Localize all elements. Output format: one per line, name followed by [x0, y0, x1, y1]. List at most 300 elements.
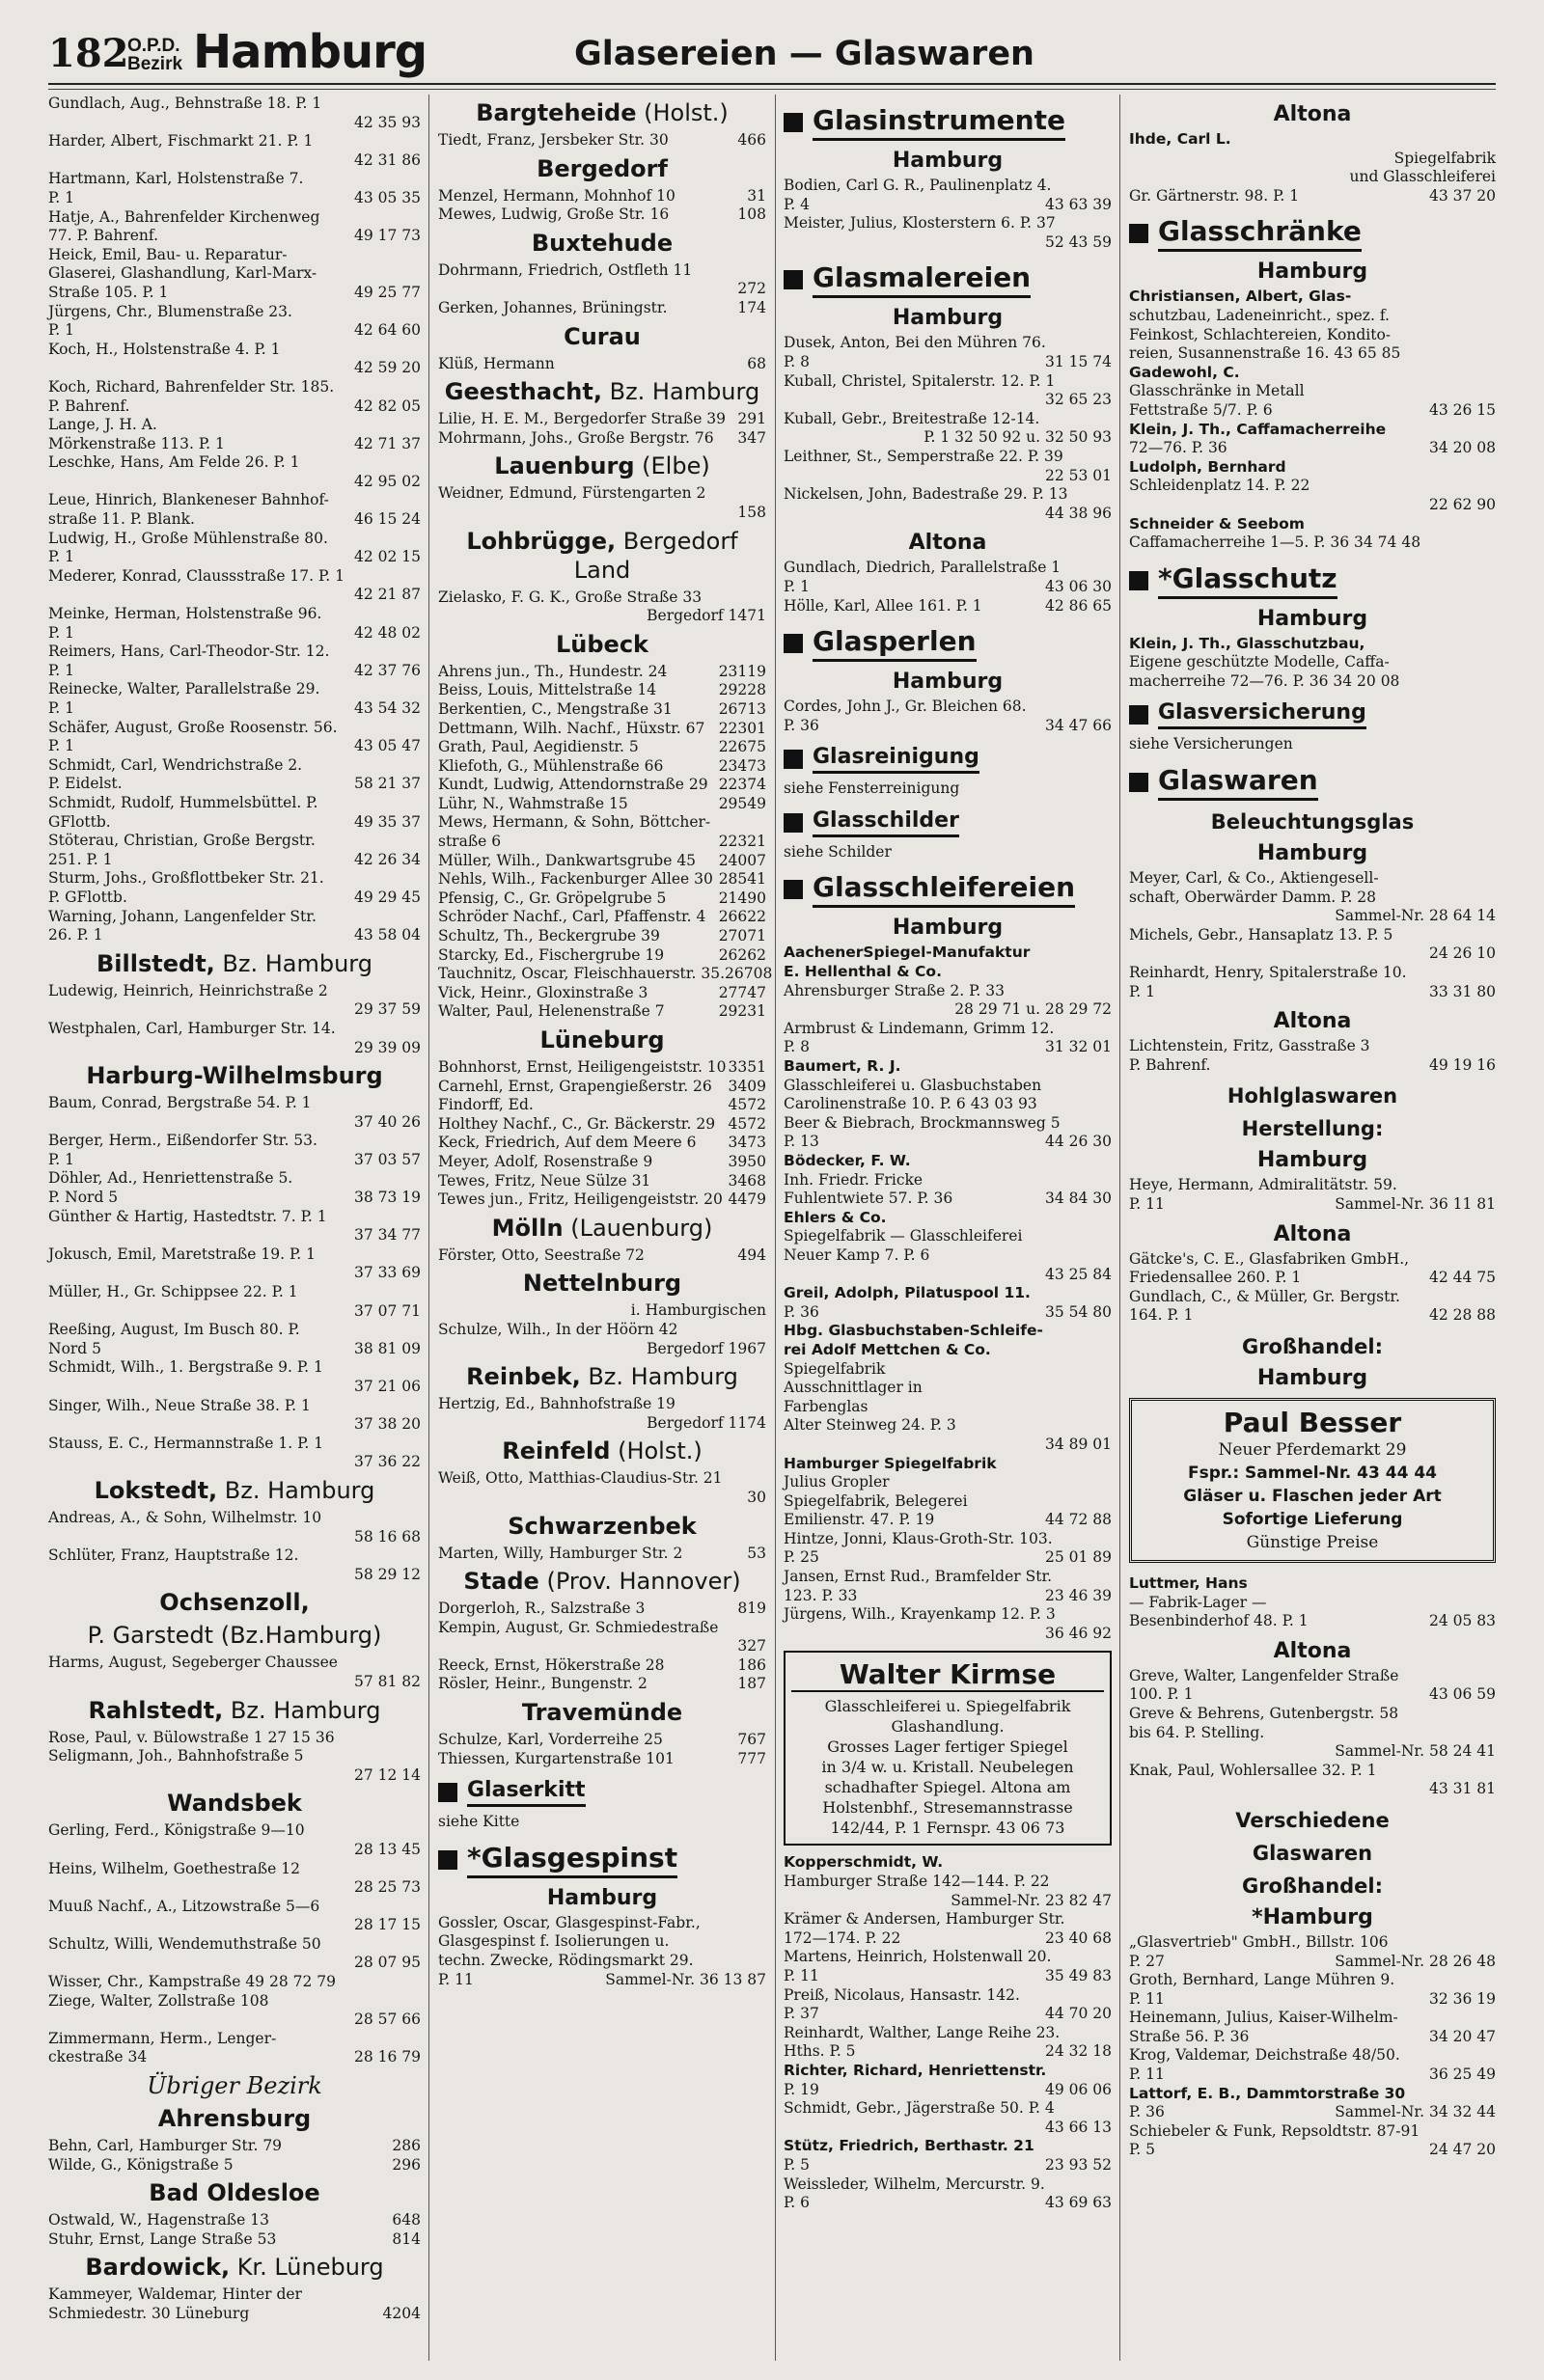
listing-phone: 42 82 05 — [353, 397, 421, 415]
listing-address: Mewes, Ludwig, Große Str. 16 — [438, 205, 670, 224]
place-name: Wandsbek — [167, 1790, 302, 1818]
listing-line — [784, 2081, 1112, 2100]
listing-line — [48, 510, 421, 530]
listing-address: P. 1 — [48, 661, 75, 679]
listing-address: P. 1 — [48, 737, 75, 755]
listing-line — [438, 1971, 766, 1990]
listing-phone: 43 06 30 — [1044, 577, 1112, 595]
listing-line — [784, 353, 1112, 372]
listing-phone: 23 40 68 — [1044, 1929, 1112, 1947]
city-subheading: Hamburg — [546, 1885, 658, 1910]
listing-line: Spiegelfabrik — [784, 1359, 886, 1378]
place-name: Bargteheide — [476, 99, 637, 126]
listing-line: Ludwig, H., Große Mühlenstraße 80. — [48, 529, 328, 547]
listing-phone: 108 — [737, 205, 766, 224]
city-subheading: Hamburg — [1256, 606, 1368, 631]
section-title: *Glasgespinst — [467, 1842, 677, 1878]
listing-name: Ihde, Carl L. — [1129, 130, 1231, 148]
listing-address: Friedensallee 260. P. 1 — [1129, 1269, 1302, 1287]
listing-line: Mederer, Konrad, Claussstraße 17. P. 1 — [48, 566, 345, 585]
listing-line: Lange, J. H. A. — [48, 416, 157, 434]
listing-line: 37 40 26 — [353, 1112, 421, 1131]
listing-address: Menzel, Hermann, Mohnhof 10 — [438, 186, 676, 205]
listing-line — [48, 2211, 421, 2230]
listing-name: Hamburger Spiegelfabrik — [784, 1454, 997, 1472]
advertisement-line: Gläser u. Flaschen jeder Art — [1183, 1486, 1442, 1506]
listing-line: 27 12 14 — [353, 1765, 421, 1784]
place-qualifier: (Elbe) — [634, 452, 710, 480]
listing-line — [438, 908, 766, 927]
listing-line: siehe Fensterreinigung — [784, 780, 960, 798]
listing-phone: 3409 — [728, 1077, 766, 1095]
advertisement-line: in 3/4 w. u. Kristall. Neubelegen — [821, 1758, 1074, 1777]
listing-phone: 648 — [392, 2211, 421, 2230]
column-divider — [1119, 95, 1120, 2361]
listing-line — [48, 435, 421, 454]
listing-line: Lichtenstein, Fritz, Gasstraße 3 — [1129, 1037, 1370, 1055]
listing-address: P. 25 — [784, 1548, 819, 1567]
listing-phone: 42 02 15 — [353, 548, 421, 566]
listing-line — [438, 738, 766, 757]
listing-phone: 43 54 32 — [353, 699, 421, 717]
listing-line: reien, Susannenstraße 16. 43 65 85 — [1129, 344, 1401, 363]
listing-address: Gr. Gärtnerstr. 98. P. 1 — [1129, 186, 1300, 205]
listing-line: Michels, Gebr., Hansaplatz 13. P. 5 — [1129, 925, 1393, 944]
section-marker — [438, 1850, 457, 1870]
listing-line: Inh. Friedr. Fricke — [784, 1170, 924, 1189]
listing-line — [784, 2156, 1112, 2175]
listing-phone: 43 63 39 — [1044, 195, 1112, 213]
listing-line: Leue, Hinrich, Blankeneser Bahnhof- — [48, 491, 329, 509]
listing-address: Ostwald, W., Hagenstraße 13 — [48, 2211, 269, 2230]
listing-line — [784, 196, 1112, 215]
city-subheading: Hamburg — [892, 670, 1004, 695]
listing-line — [784, 2042, 1112, 2062]
listing-address: Fettstraße 5/7. P. 6 — [1129, 400, 1273, 419]
listing-address: P. 19 — [784, 2080, 819, 2098]
listing-line: Koch, Richard, Bahrenfelder Str. 185. — [48, 377, 335, 396]
listing-name: Ehlers & Co. — [784, 1208, 887, 1226]
listing-line: siehe Versicherungen — [1129, 735, 1293, 753]
place-heading — [48, 949, 421, 978]
place-name: Lohbrügge, — [466, 527, 617, 555]
listing-phone: Sammel-Nr. 28 26 48 — [1335, 1952, 1496, 1970]
listing-phone: 29228 — [718, 681, 766, 699]
listing-line — [438, 1096, 766, 1115]
place-heading — [438, 377, 766, 406]
place-qualifier: Bz. Hamburg — [217, 1476, 375, 1504]
listing-line: Reeßing, August, Im Busch 80. P. — [48, 1321, 300, 1339]
listing-address: Holthey Nachf., C., Gr. Bäckerstr. 29 — [438, 1114, 716, 1133]
listing-line — [48, 889, 421, 908]
listing-line: Harder, Albert, Fischmarkt 21. P. 1 — [48, 132, 314, 150]
listing-line: Müller, H., Gr. Schippsee 22. P. 1 — [48, 1283, 298, 1301]
listing-address: P. 8 — [784, 352, 811, 370]
listing-phone: 43 26 15 — [1428, 400, 1496, 419]
page-title: Glasereien — Glaswaren — [574, 35, 1034, 73]
listing-address: Grath, Paul, Aegidienstr. 5 — [438, 738, 639, 756]
place-name: Bardowick, — [85, 2254, 231, 2282]
listing-address: P. 1 — [48, 623, 75, 642]
listing-line: Weiß, Otto, Matthias-Claudius-Str. 21 — [438, 1469, 723, 1488]
listing-line: Nickelsen, John, Badestraße 29. P. 13 — [784, 485, 1068, 504]
listing-phone: 4572 — [728, 1096, 766, 1114]
listing-line — [438, 870, 766, 889]
listing-line: Meister, Julius, Klosterstern 6. P. 37 — [784, 214, 1056, 233]
listing-line — [438, 299, 766, 318]
listing-line: Zielasko, F. G. K., Große Straße 33 — [438, 588, 703, 606]
listing-line — [438, 946, 766, 966]
category-heading: Herstellung: — [1241, 1117, 1384, 1141]
listing-phone: 49 19 16 — [1428, 1055, 1496, 1074]
listing-address: P. 6 — [784, 2194, 811, 2212]
listing-line — [784, 1587, 1112, 1606]
listing-line: Bergedorf 1174 — [647, 1413, 766, 1432]
listing-line — [784, 1038, 1112, 1057]
place-heading — [48, 1696, 421, 1725]
listing-line — [438, 1600, 766, 1619]
listing-phone: 68 — [747, 354, 766, 372]
listing-address: Förster, Otto, Seestraße 72 — [438, 1245, 645, 1264]
listing-address: P. 1 — [1129, 982, 1156, 1000]
listing-name: Hbg. Glasbuchstaben-Schleife- — [784, 1322, 1043, 1340]
listing-phone: 187 — [737, 1675, 766, 1693]
city-subheading: Hamburg — [892, 149, 1004, 173]
listing-address: Fuhlentwiete 57. P. 36 — [784, 1190, 953, 1208]
listing-line: Schultz, Willi, Wendemuthstraße 50 — [48, 1934, 321, 1953]
listing-address: Gerken, Johannes, Brüningstr. — [438, 298, 668, 316]
listing-line: 327 — [737, 1637, 766, 1655]
listing-phone: 44 72 88 — [1044, 1511, 1112, 1529]
listing-phone: 42 86 65 — [1044, 596, 1112, 615]
listing-phone: 26708 — [725, 965, 773, 983]
listing-line: Weidner, Edmund, Fürstengarten 2 — [438, 484, 706, 503]
listing-phone: 466 — [737, 131, 766, 149]
listing-phone: 777 — [737, 1749, 766, 1767]
listing-phone: Sammel-Nr. 36 11 81 — [1335, 1195, 1496, 1213]
place-heading — [438, 1214, 766, 1243]
listing-line — [1129, 439, 1496, 458]
listing-line: Andreas, A., & Sohn, Wilhelmstr. 10 — [48, 1508, 322, 1526]
listing-line: Heick, Emil, Bau- u. Reparatur- — [48, 245, 288, 263]
listing-address: Dorgerloh, R., Salzstraße 3 — [438, 1600, 646, 1618]
place-heading — [438, 322, 766, 351]
section-heading — [784, 808, 1112, 837]
listing-phone: 21490 — [718, 889, 766, 907]
listing-address: P. 36 — [784, 1302, 819, 1321]
place-heading — [438, 1698, 766, 1727]
listing-phone: Sammel-Nr. 36 13 87 — [605, 1970, 766, 1988]
section-marker — [438, 1783, 457, 1802]
listing-name: Gadewohl, C. — [1129, 363, 1240, 381]
column-divider — [428, 95, 429, 2361]
listing-address: Schultz, Th., Beckergrube 39 — [438, 927, 660, 945]
listing-phone: 24007 — [718, 851, 766, 869]
listing-line: Wisser, Chr., Kampstraße 49 28 72 79 — [48, 1973, 336, 1991]
listing-phone: 3473 — [728, 1134, 766, 1152]
listing-line: Bergedorf 1471 — [647, 607, 766, 625]
listing-name: Stütz, Friedrich, Berthastr. 21 — [784, 2137, 1034, 2155]
listing-line — [438, 1656, 766, 1676]
listing-name: Greil, Adolph, Pilatuspool 11. — [784, 1284, 1031, 1302]
listing-line — [438, 776, 766, 795]
listing-address: P. 11 — [1129, 1989, 1165, 2008]
listing-line: Warning, Johann, Langenfelder Str. — [48, 907, 317, 925]
section-marker — [1129, 224, 1148, 243]
listing-line: Schäfer, August, Große Roosenstr. 56. — [48, 718, 338, 736]
listing-line — [48, 2305, 421, 2324]
listing-line: Mews, Hermann, & Sohn, Böttcher- — [438, 813, 711, 832]
listing-line: 43 66 13 — [1044, 2118, 1112, 2136]
place-name: Ahrensburg — [157, 2105, 312, 2133]
city-subheading: Hamburg — [1256, 260, 1368, 285]
listing-line: Julius Gropler — [784, 1473, 890, 1491]
listing-line: 42 35 93 — [353, 113, 421, 131]
listing-phone: 24 32 18 — [1044, 2042, 1112, 2061]
listing-address: Müller, Wilh., Dankwartsgrube 45 — [438, 851, 697, 869]
listing-phone: 43 69 63 — [1044, 2194, 1112, 2212]
listing-phone: 49 17 73 — [353, 227, 421, 245]
section-title: Glaswaren — [1158, 764, 1318, 801]
listing-line: Westphalen, Carl, Hamburger Str. 14. — [48, 1019, 336, 1037]
city-subheading: Hamburg — [1256, 1365, 1368, 1390]
listing-phone: 42 64 60 — [353, 321, 421, 340]
listing-phone: 819 — [737, 1600, 766, 1618]
listing-phone: 42 44 75 — [1428, 1269, 1496, 1287]
listing-address: Pfensig, C., Gr. Gröpelgrube 5 — [438, 889, 667, 907]
listing-line: „Glasvertrieb" GmbH., Billstr. 106 — [1129, 1932, 1389, 1951]
listing-address: P. 11 — [1129, 1195, 1165, 1213]
place-qualifier: Bergedorf Land — [573, 527, 738, 584]
listing-line: Günther & Hartig, Hastedtstr. 7. P. 1 — [48, 1207, 327, 1225]
listing-line: Spiegelfabrik — [1393, 149, 1496, 167]
place-name: Mölln — [491, 1214, 564, 1242]
listing-line — [48, 321, 421, 341]
listing-line: Reinhardt, Walther, Lange Reihe 23. — [784, 2023, 1061, 2041]
listing-phone: 43 37 20 — [1428, 186, 1496, 205]
listing-line: Ausschnittlager in — [784, 1379, 923, 1397]
listing-address: P. 8 — [784, 1038, 811, 1056]
listing-line: Harms, August, Segeberger Chaussee — [48, 1654, 338, 1672]
section-marker — [784, 750, 803, 769]
listing-line: Berger, Herm., Eißendorfer Str. 53. — [48, 1132, 317, 1150]
listing-line: Farbenglas — [784, 1397, 868, 1415]
listing-phone: 34 84 30 — [1044, 1190, 1112, 1208]
listing-line: Gundlach, Diedrich, Parallelstraße 1 — [784, 559, 1062, 577]
advertisement-line: Günstige Preise — [1246, 1532, 1379, 1552]
listing-line: Leithner, St., Semperstraße 22. P. 39 — [784, 447, 1063, 465]
listing-line: Reinhardt, Henry, Spitalerstraße 10. — [1129, 964, 1407, 982]
listing-phone: 49 29 45 — [353, 888, 421, 906]
listing-line: 22 53 01 — [1044, 466, 1112, 484]
listing-phone: 42 71 37 — [353, 434, 421, 452]
listing-phone: 3950 — [728, 1152, 766, 1170]
listing-line: 52 43 59 — [1044, 233, 1112, 251]
section-heading — [1129, 215, 1496, 252]
place-heading — [48, 2104, 421, 2133]
listing-line: 42 95 02 — [353, 472, 421, 490]
listing-line: Jürgens, Chr., Blumenstraße 23. — [48, 302, 292, 320]
listing-line — [1129, 1953, 1496, 1972]
listing-phone: 291 — [737, 410, 766, 428]
place-name: Reinbek, — [466, 1363, 581, 1391]
place-heading — [48, 1061, 421, 1090]
listing-line — [1129, 1685, 1496, 1705]
listing-line — [1129, 1612, 1496, 1631]
listing-line — [1129, 2103, 1496, 2122]
section-title: Glasreinigung — [813, 745, 979, 774]
listing-phone: 35 54 80 — [1044, 1302, 1112, 1321]
place-qualifier: Bz. Hamburg — [580, 1363, 738, 1391]
place-heading — [48, 1621, 421, 1650]
advertisement-line: Holstenbhf., Stresemannstrasse — [822, 1798, 1073, 1818]
listing-line: Gerling, Ferd., Königstraße 9—10 — [48, 1821, 305, 1840]
listing-address: Rösler, Heinr., Bungenstr. 2 — [438, 1675, 648, 1693]
section-heading — [784, 745, 1112, 774]
listing-address: P. 36 — [784, 716, 819, 734]
listing-line — [438, 1731, 766, 1750]
listing-line: Reinecke, Walter, Parallelstraße 29. — [48, 680, 320, 698]
listing-line — [48, 699, 421, 719]
listing-line: Neuer Kamp 7. P. 6 — [784, 1245, 930, 1264]
advertisement-line: 142/44, P. 1 Fernspr. 43 06 73 — [830, 1819, 1065, 1838]
listing-line — [784, 1190, 1112, 1209]
place-heading — [438, 451, 766, 480]
listing-address: P. 1 — [784, 577, 811, 595]
listing-line: Greve, Walter, Langenfelder Straße — [1129, 1666, 1399, 1684]
listing-line: Caffamacherreihe 1—5. P. 36 34 74 48 — [1129, 533, 1421, 552]
city-subheading: Hamburg — [1256, 1148, 1368, 1173]
place-name: Nettelnburg — [522, 1270, 682, 1298]
listing-phone: 23473 — [718, 756, 766, 775]
place-qualifier: (Holst.) — [636, 99, 729, 126]
listing-name: Ludolph, Bernhard — [1129, 457, 1286, 476]
listing-line: 28 17 15 — [353, 1916, 421, 1934]
listing-address: P. 11 — [1129, 2065, 1165, 2084]
listing-line: Hartmann, Karl, Holstenstraße 7. — [48, 170, 304, 188]
listing-address: Besenbinderhof 48. P. 1 — [1129, 1612, 1309, 1630]
advertisement-title: Paul Besser — [1223, 1406, 1402, 1438]
listing-line — [438, 1134, 766, 1153]
listing-phone: 35 49 83 — [1044, 1967, 1112, 1984]
listing-phone: 4572 — [728, 1114, 766, 1133]
advertisement-line: Neuer Pferdemarkt 29 — [1218, 1439, 1407, 1460]
category-heading: Verschiedene — [1235, 1808, 1390, 1832]
listing-line: 42 31 86 — [353, 150, 421, 169]
place-heading — [438, 154, 766, 183]
section-marker — [1129, 705, 1148, 725]
listing-address: Tewes jun., Fritz, Heiligengeiststr. 20 — [438, 1190, 723, 1209]
listing-address: Hölle, Karl, Allee 161. P. 1 — [784, 596, 982, 615]
listing-address: Findorff, Ed. — [438, 1096, 534, 1114]
listing-address: Walter, Paul, Helenenstraße 7 — [438, 1002, 665, 1021]
advertisement-line: Sofortige Lieferung — [1222, 1509, 1403, 1529]
listing-address: Starcky, Ed., Fischergrube 19 — [438, 945, 665, 964]
column-divider — [775, 95, 776, 2361]
section-heading — [1129, 764, 1496, 801]
listing-line: Heinemann, Julius, Kaiser-Wilhelm- — [1129, 2009, 1398, 2027]
listing-phone: 4479 — [728, 1190, 766, 1209]
advertisement-line: Glashandlung. — [891, 1717, 1005, 1737]
listing-line — [784, 1133, 1112, 1152]
listing-line — [48, 1189, 421, 1208]
listing-address: P. 5 — [784, 2155, 811, 2174]
listing-line — [438, 429, 766, 449]
place-heading — [48, 1588, 421, 1617]
listing-line — [438, 1675, 766, 1694]
listing-address: Kliefoth, G., Mühlenstraße 66 — [438, 756, 664, 775]
place-heading — [48, 1789, 421, 1818]
advertisement-box — [784, 1651, 1112, 1846]
listing-line: 272 — [737, 280, 766, 298]
listing-phone: 23 46 39 — [1044, 1586, 1112, 1604]
listing-address: P. 13 — [784, 1133, 819, 1151]
section-heading — [1129, 562, 1496, 599]
listing-phone: 27071 — [718, 927, 766, 945]
place-heading — [438, 1362, 766, 1391]
listing-phone: 22301 — [718, 719, 766, 737]
place-heading — [438, 1512, 766, 1541]
city-subheading: Altona — [1273, 1638, 1352, 1663]
listing-line — [784, 2194, 1112, 2213]
listing-address: Beiss, Louis, Mittelstraße 14 — [438, 681, 657, 699]
listing-line: P. 1 32 50 92 u. 32 50 93 — [924, 428, 1112, 447]
listing-line: Dohrmann, Friedrich, Ostfleth 11 — [438, 260, 693, 279]
listing-line — [48, 2156, 421, 2175]
listing-line: Bergedorf 1967 — [647, 1339, 766, 1357]
place-heading — [438, 98, 766, 127]
listing-line: Kammeyer, Waldemar, Hinter der — [48, 2285, 302, 2304]
listing-address: Carnehl, Ernst, Grapengießerstr. 26 — [438, 1077, 712, 1095]
section-marker — [784, 880, 803, 899]
listing-address: P. 4 — [784, 195, 811, 213]
listing-line: Zimmermann, Herm., Lenger- — [48, 2029, 277, 2047]
listing-address: Lilie, H. E. M., Bergedorfer Straße 39 — [438, 410, 727, 428]
section-marker — [784, 634, 803, 653]
listing-line: 24 26 10 — [1428, 944, 1496, 963]
place-name: Travemünde — [521, 1699, 683, 1727]
listing-phone: 31 32 01 — [1044, 1038, 1112, 1056]
listing-line: Reimers, Hans, Carl-Theodor-Str. 12. — [48, 643, 330, 661]
category-heading: Beleuchtungsglas — [1210, 810, 1415, 834]
listing-line — [784, 717, 1112, 736]
place-qualifier: (Holst.) — [610, 1437, 703, 1465]
listing-address: Wilde, G., Königstraße 5 — [48, 2155, 234, 2174]
city-subheading: Hamburg — [892, 306, 1004, 331]
listing-phone: 22675 — [718, 738, 766, 756]
section-heading — [784, 104, 1112, 141]
listing-phone: 46 15 24 — [353, 510, 421, 529]
listing-phone: 25 01 89 — [1044, 1548, 1112, 1567]
listing-line: Sammel-Nr. 58 24 41 — [1335, 1742, 1496, 1761]
listing-line: techn. Zwecke, Rödingsmarkt 29. — [438, 1952, 694, 1970]
section-title: Glasperlen — [813, 625, 977, 662]
listing-line: Feinkost, Schlachtereien, Kondito- — [1129, 325, 1392, 343]
listing-address: Kundt, Ludwig, Attendornstraße 29 — [438, 776, 708, 794]
listing-line — [438, 965, 773, 984]
listing-line — [438, 852, 766, 871]
listing-address: P. Nord 5 — [48, 1189, 119, 1207]
listing-line — [438, 720, 766, 739]
listing-address: 164. P. 1 — [1129, 1306, 1194, 1325]
listing-line: Schiebeler & Funk, Repsoldtstr. 87-91 — [1129, 2121, 1420, 2140]
listing-phone: 49 35 37 — [353, 812, 421, 831]
listing-address: Schulze, Karl, Vorderreihe 25 — [438, 1731, 663, 1749]
listing-phone: 347 — [737, 428, 766, 447]
listing-line: Schleidenplatz 14. P. 22 — [1129, 477, 1310, 495]
listing-line: Gossler, Oscar, Glasgespinst-Fabr., — [438, 1913, 701, 1931]
listing-address: Mörkenstraße 113. P. 1 — [48, 434, 225, 452]
